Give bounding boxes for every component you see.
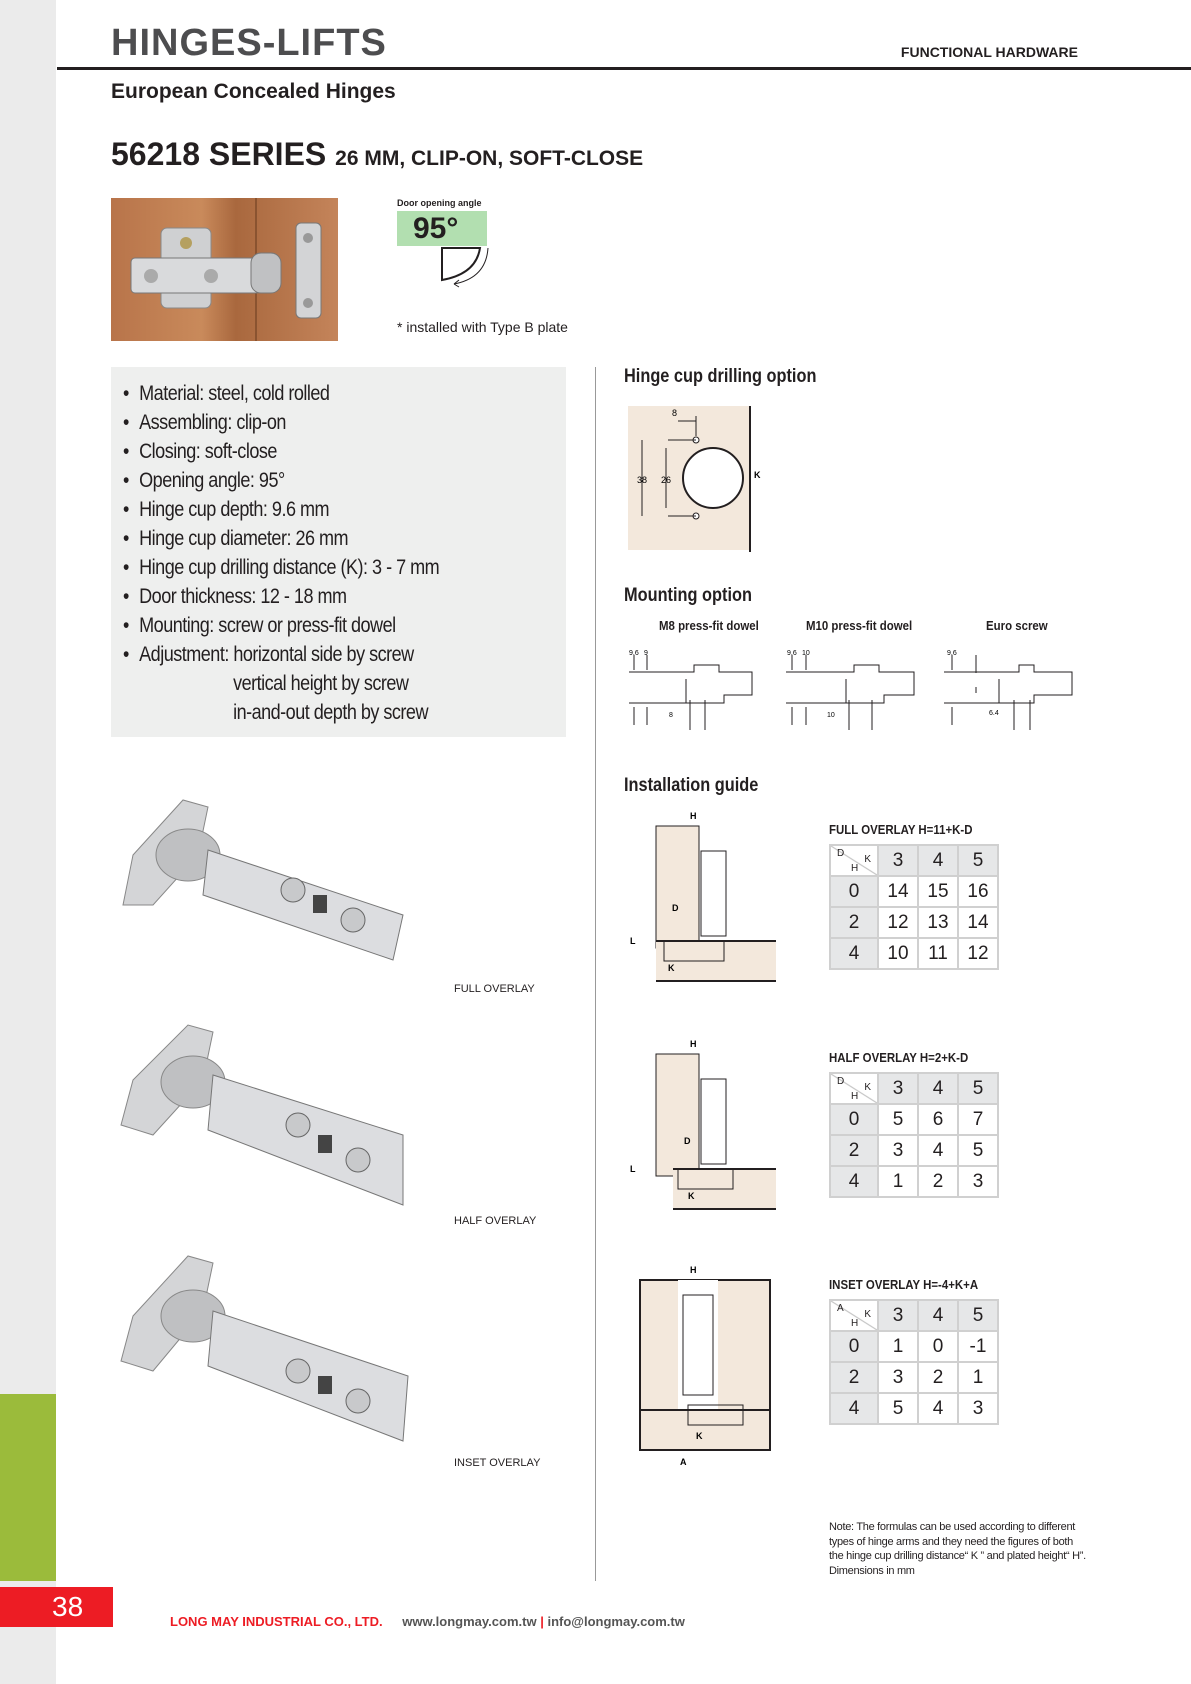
header-rule: [57, 67, 1191, 70]
table-row: 2 3 2 1: [830, 1362, 998, 1393]
dim-label: D: [684, 1136, 691, 1146]
table-row: 4 10 11 12: [830, 938, 998, 969]
dim-label: H: [690, 1265, 697, 1275]
spec-item: • Hinge cup drilling distance (K): 3 - 7 mm: [123, 553, 504, 582]
dim-label: K: [688, 1191, 695, 1201]
half-overlay-diagram: [628, 1039, 778, 1211]
spec-item: • Assembling: clip-on: [123, 408, 504, 437]
table-row: 0 1 0 -1: [830, 1331, 998, 1362]
website-link[interactable]: www.longmay.com.tw: [402, 1614, 537, 1629]
dim-label: A: [680, 1457, 687, 1467]
col-header: 3: [878, 845, 918, 876]
col-header: 4: [918, 1300, 958, 1331]
half-overlay-table: [829, 1072, 999, 1198]
mount-option-label: M8 press-fit dowel: [659, 618, 759, 633]
hinge-caption: FULL OVERLAY: [454, 983, 535, 995]
dim-label: 9.6: [947, 650, 957, 657]
spec-item: • Hinge cup diameter: 26 mm: [123, 524, 504, 553]
company-name: LONG MAY INDUSTRIAL CO., LTD.: [170, 1614, 383, 1629]
category-label: FUNCTIONAL HARDWARE: [900, 44, 1078, 60]
dim-label: 8: [672, 408, 678, 418]
mount-option-label: Euro screw: [986, 618, 1048, 633]
table-title: INSET OVERLAY H=-4+K+A: [829, 1277, 979, 1292]
inset-overlay-hinge-image: [113, 1251, 413, 1451]
spec-item-cont: in-and-out depth by screw: [233, 701, 428, 724]
col-header: 5: [958, 1300, 998, 1331]
dim-label: 8: [669, 712, 673, 719]
plate-note: * installed with Type B plate: [397, 319, 568, 335]
spec-item: • Closing: soft-close: [123, 437, 504, 466]
dim-label: H: [690, 811, 697, 821]
dim-label: K: [668, 963, 675, 973]
col-header: 4: [918, 845, 958, 876]
col-header: 4: [918, 1073, 958, 1104]
dim-label: L: [630, 1164, 636, 1174]
spec-item-cont: vertical height by screw: [233, 672, 409, 695]
page-title: HINGES-LIFTS: [111, 22, 387, 64]
footer: [170, 1614, 685, 1629]
table-corner: D K H: [830, 1073, 878, 1104]
col-header: 5: [958, 1073, 998, 1104]
table-row: 4 1 2 3: [830, 1166, 998, 1197]
footer-separator: |: [540, 1614, 544, 1629]
table-title: HALF OVERLAY H=2+K-D: [829, 1050, 969, 1065]
spec-item: • Hinge cup depth: 9.6 mm: [123, 495, 504, 524]
formula-note: Note: The formulas can be used according to different types of hinge arms and they need the figures of both the hinge cup drilling distance“ K ” and plated height“ H”. Dimensions in mm: [829, 1521, 1086, 1577]
angle-value: 95°: [397, 211, 487, 246]
installation-title: Installation guide: [624, 775, 759, 796]
angle-label: Door opening angle: [397, 198, 482, 208]
table-row: 0 14 15 16: [830, 876, 998, 907]
series-desc: 26 MM, CLIP-ON, SOFT-CLOSE: [335, 147, 644, 170]
full-overlay-diagram: [628, 811, 778, 983]
dim-label: K: [696, 1431, 703, 1441]
col-header: 3: [878, 1300, 918, 1331]
dim-label: 9.6: [787, 650, 797, 657]
dim-label: D: [672, 903, 679, 913]
dim-label: 6.4: [989, 710, 999, 717]
column-divider: [595, 367, 596, 1581]
dim-label: 9: [644, 650, 648, 657]
spec-item: • Opening angle: 95°: [123, 466, 504, 495]
section-subtitle: European Concealed Hinges: [111, 80, 396, 103]
series-title: [111, 136, 643, 173]
spec-item: • Door thickness: 12 - 18 mm: [123, 582, 504, 611]
door-swing-icon: [438, 246, 494, 288]
table-row: 4 5 4 3: [830, 1393, 998, 1424]
table-row: 2 12 13 14: [830, 907, 998, 938]
drilling-diagram: [628, 406, 763, 552]
hinge-caption: HALF OVERLAY: [454, 1215, 537, 1227]
full-overlay-table: [829, 844, 999, 970]
mounting-title: Mounting option: [624, 585, 752, 606]
mounting-diagrams: [624, 645, 1084, 735]
dim-label: 9.6: [629, 650, 639, 657]
section-color-tab: [0, 1394, 56, 1581]
page-number: 38: [0, 1587, 113, 1627]
half-overlay-hinge-image: [113, 1020, 413, 1215]
dim-label: 10: [827, 712, 835, 719]
table-title: FULL OVERLAY H=11+K-D: [829, 822, 973, 837]
email-link[interactable]: info@longmay.com.tw: [547, 1614, 685, 1629]
dim-label: H: [690, 1039, 697, 1049]
drilling-title: Hinge cup drilling option: [624, 366, 817, 387]
spec-item: • Mounting: screw or press-fit dowel: [123, 611, 504, 640]
inset-overlay-table: [829, 1299, 999, 1425]
col-header: 5: [958, 845, 998, 876]
product-photo: [111, 198, 338, 341]
table-row: 2 3 4 5: [830, 1135, 998, 1166]
hinge-caption: INSET OVERLAY: [454, 1457, 541, 1469]
series-name: 56218 SERIES: [111, 136, 327, 172]
dim-label: L: [630, 936, 636, 946]
dim-label: 10: [802, 650, 810, 657]
table-corner: A K H: [830, 1300, 878, 1331]
spec-item: • Adjustment: horizontal side by screw: [123, 640, 504, 669]
full-overlay-hinge-image: [113, 795, 413, 980]
dim-label: K: [754, 470, 761, 480]
dim-label: 26: [661, 475, 672, 485]
mount-option-label: M10 press-fit dowel: [806, 618, 913, 633]
table-corner: D K H: [830, 845, 878, 876]
inset-overlay-diagram: [628, 1265, 778, 1470]
dim-label: 38: [637, 475, 648, 485]
hinge-photo-image: [111, 198, 338, 341]
col-header: 3: [878, 1073, 918, 1104]
table-row: 0 5 6 7: [830, 1104, 998, 1135]
spec-list: [111, 367, 566, 737]
spec-item: • Material: steel, cold rolled: [123, 379, 504, 408]
